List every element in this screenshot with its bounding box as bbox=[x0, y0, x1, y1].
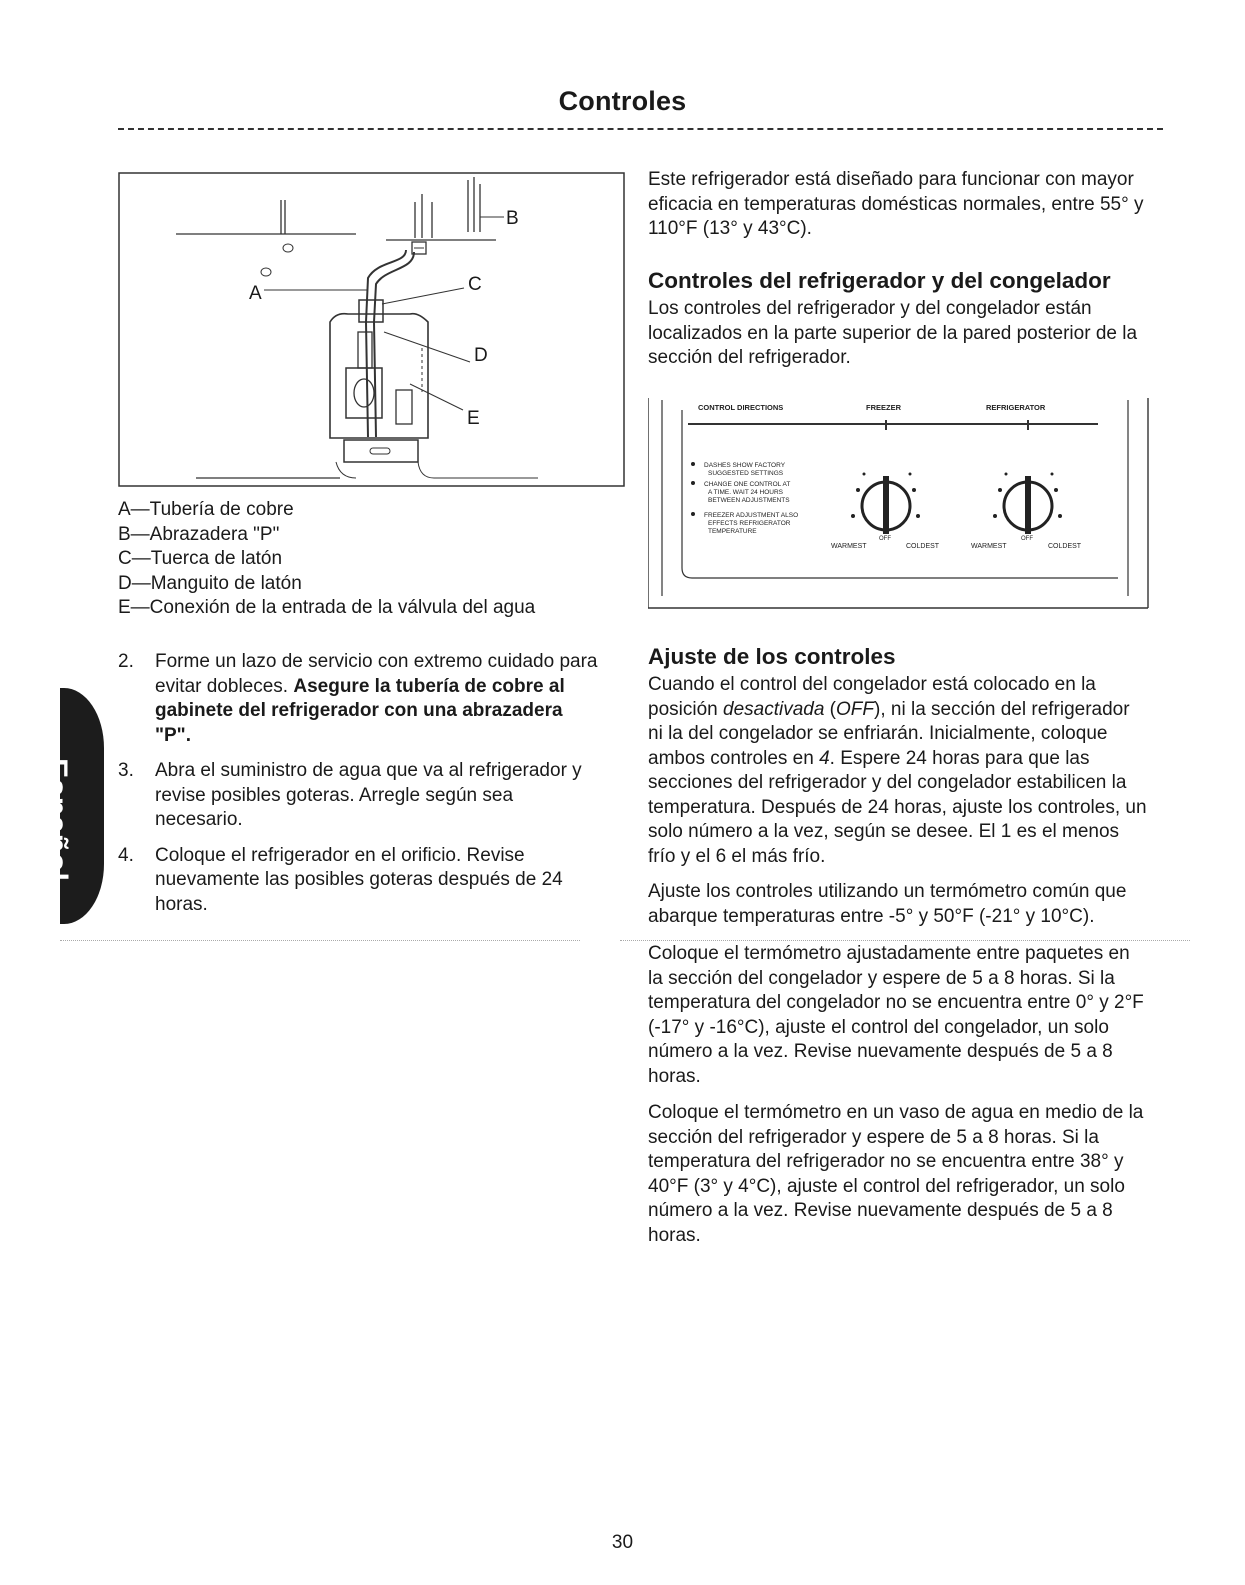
italic-text: OFF bbox=[836, 698, 875, 720]
bullet-line: EFFECTS REFRIGERATOR bbox=[708, 520, 791, 527]
diagram-label-d: D bbox=[474, 345, 488, 366]
section-heading: Controles del refrigerador y del congelador bbox=[648, 268, 1111, 293]
diagram-label-c: C bbox=[468, 274, 482, 295]
refrigerator-warmest-label: WARMEST bbox=[971, 543, 1007, 550]
diagram-label-e: E bbox=[467, 408, 480, 429]
text-span: Cuando el control del congelador está colocado en la posición bbox=[648, 674, 1096, 720]
freezer-coldest-label: COLDEST bbox=[906, 543, 940, 550]
section-paragraph: Ajuste los controles utilizando un termómetro común que abarque temperaturas entre -5° y 50°F (-21° y 10°C). bbox=[648, 881, 1127, 927]
step-item bbox=[118, 759, 598, 833]
step-bold-text: Asegure la tubería de cobre al gabinete del refrigerador con una abrazadera "P". bbox=[155, 675, 565, 746]
divider bbox=[60, 940, 580, 941]
divider bbox=[620, 940, 1190, 941]
legend-item: B—Abrazadera "P" bbox=[118, 523, 280, 545]
diagram-legend bbox=[118, 498, 535, 621]
italic-text: desactivada bbox=[723, 698, 825, 720]
step-number: 2. bbox=[118, 651, 134, 672]
italic-text: 4 bbox=[819, 747, 830, 769]
step-text: Coloque el refrigerador en el orificio. Revise nuevamente las posibles goteras después de 24 horas. bbox=[155, 844, 563, 915]
legend-item: A—Tubería de cobre bbox=[118, 499, 294, 520]
section-paragraph bbox=[648, 673, 1148, 869]
bullet-line: A TIME. WAIT 24 HOURS bbox=[708, 489, 784, 496]
section-heading: Ajuste de los controles bbox=[648, 644, 896, 669]
refrigerator-off-label: OFF bbox=[1021, 536, 1033, 542]
installation-steps bbox=[118, 650, 598, 928]
page-title: Controles bbox=[558, 86, 687, 116]
title-divider bbox=[118, 128, 1163, 130]
bullet-line: SUGGESTED SETTINGS bbox=[708, 470, 784, 477]
step-number: 3. bbox=[118, 760, 134, 781]
text-span: ), ni la sección del refrigerador ni la del congelador se enfriarán. Inicialmente, coloque ambos controles en bbox=[648, 698, 1130, 769]
freezer-label: FREEZER bbox=[866, 403, 902, 412]
bullet-line: DASHES SHOW FACTORY bbox=[704, 462, 786, 469]
language-tab-label: Español bbox=[40, 758, 73, 882]
text-span: . Espere 24 horas para que las secciones del refrigerador y del congelador estabilicen la temperatura. Después de 24 horas, ajuste los controles, un solo número a la vez, según se desee. El 1 es el menos frío y el 6 el más frío. bbox=[648, 747, 1147, 867]
diagram-label-a: A bbox=[249, 283, 262, 304]
bullet-line: BETWEEN ADJUSTMENTS bbox=[708, 497, 790, 504]
refrigerator-dial bbox=[993, 473, 1062, 535]
bullet-line: FREEZER ADJUSTMENT ALSO bbox=[704, 512, 799, 519]
freezer-dial bbox=[851, 473, 920, 535]
control-panel-illustration bbox=[648, 388, 1150, 612]
step-text: Abra el suministro de agua que va al refrigerador y revise posibles goteras. Arregle según sea necesario. bbox=[155, 760, 582, 830]
page-number: 30 bbox=[611, 1532, 634, 1553]
control-directions-label: CONTROL DIRECTIONS bbox=[698, 403, 784, 412]
intro-paragraph: Este refrigerador está diseñado para funcionar con mayor eficacia en temperaturas domésticas normales, entre 55° y 110°F (13° y 43°C). bbox=[648, 169, 1144, 239]
freezer-off-label: OFF bbox=[879, 536, 891, 542]
refrigerator-coldest-label: COLDEST bbox=[1048, 543, 1082, 550]
legend-item: D—Manguito de latón bbox=[118, 572, 302, 594]
step-number: 4. bbox=[118, 844, 134, 866]
diagram-label-b: B bbox=[506, 208, 519, 229]
section-paragraph: Coloque el termómetro en un vaso de agua en medio de la sección del refrigerador y espere de 5 a 8 horas. Si la temperatura del refrigerador no se encuentra entre 38° y 40°F (3° y 4°C), ajuste el control del refrigerador, un solo número a la vez. Revise nuevamente después de 5 a 8 horas. bbox=[648, 1102, 1144, 1246]
water-line-diagram bbox=[118, 172, 626, 488]
legend-item: E—Conexión de la entrada de la válvula del agua bbox=[118, 597, 536, 618]
bullet-line: TEMPERATURE bbox=[708, 528, 757, 535]
text-span: ( bbox=[824, 698, 837, 720]
step-item bbox=[118, 650, 598, 748]
freezer-warmest-label: WARMEST bbox=[831, 543, 867, 550]
legend-item: C—Tuerca de latón bbox=[118, 548, 283, 569]
refrigerator-label: REFRIGERATOR bbox=[986, 403, 1046, 412]
step-text: Forme un lazo de servicio con extremo cuidado para evitar dobleces. bbox=[155, 651, 598, 697]
section-paragraph: Coloque el termómetro ajustadamente entre paquetes en la sección del congelador y espere de 5 a 8 horas. Si la temperatura del congelador no se encuentra entre 0° y 2°F (-17° y -16°C), ajuste el control del congelador, un solo número a la vez. Revise nuevamente después de 5 a 8 horas. bbox=[648, 943, 1144, 1087]
section-paragraph: Los controles del refrigerador y del congelador están localizados en la parte superior de la pared posterior de la sección del refrigerador. bbox=[648, 298, 1138, 368]
bullet-line: CHANGE ONE CONTROL AT bbox=[704, 481, 791, 488]
step-item bbox=[118, 844, 598, 918]
